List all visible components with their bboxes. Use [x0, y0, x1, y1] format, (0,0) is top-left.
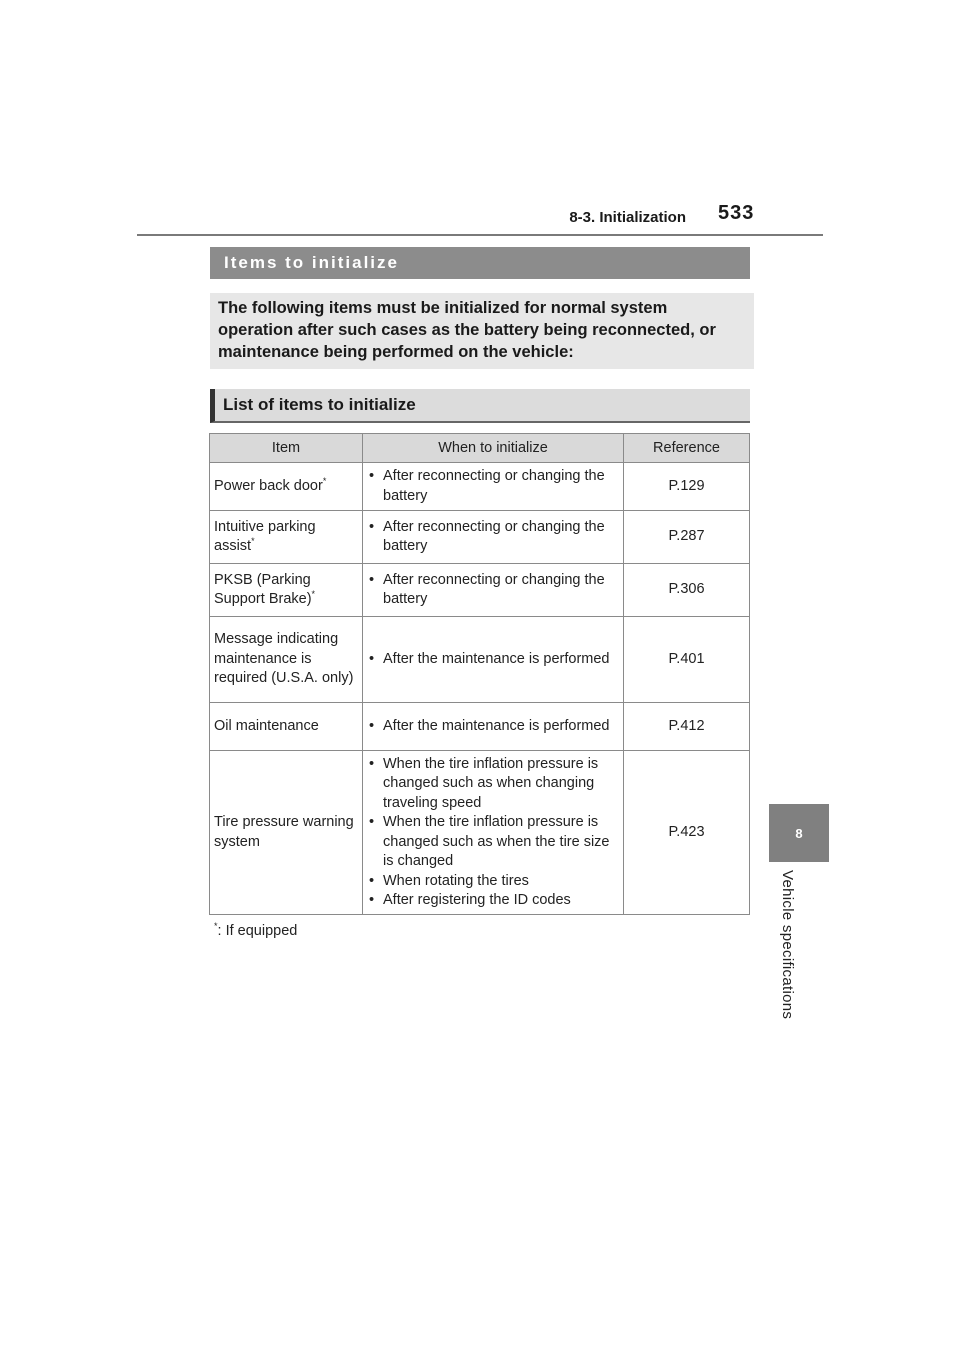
bullet-icon: • [369, 571, 375, 588]
bullet-item [369, 518, 619, 557]
table-row [210, 463, 750, 511]
bullet-icon: • [369, 717, 375, 734]
bullet-icon: • [369, 518, 375, 535]
cell-reference[interactable]: P.401 [624, 617, 750, 703]
intro-text: The following items must be initialized for normal system operation after such cases as the battery being reconnected, or maintenance being performed on the vehicle: [210, 293, 754, 369]
cell-when [363, 463, 624, 511]
table-body [210, 463, 750, 915]
table-row [210, 703, 750, 751]
cell-reference[interactable]: P.423 [624, 751, 750, 915]
initialize-table [209, 433, 750, 915]
item-name: Tire pressure warning system [214, 814, 354, 850]
subsection-title: List of items to initialize [210, 389, 750, 423]
bullet-text: When the tire inflation pressure is changed such as when changing traveling speed [383, 755, 599, 811]
footnote-mark: * [214, 921, 218, 932]
cell-when [363, 751, 624, 915]
bullet-text: After reconnecting or changing the battery [383, 571, 605, 607]
column-header-when: When to initialize [363, 434, 624, 463]
bullet-item [369, 891, 619, 911]
bullet-text: After reconnecting or changing the battery [383, 518, 605, 554]
bullet-icon: • [369, 650, 375, 667]
cell-reference[interactable]: P.412 [624, 703, 750, 751]
bullet-icon: • [369, 814, 375, 830]
cell-reference[interactable]: P.129 [624, 463, 750, 511]
cell-when [363, 703, 624, 751]
table-row [210, 751, 750, 915]
page-number: 533 [718, 202, 755, 224]
section-heading: 8-3. Initialization [569, 209, 686, 226]
bullet-item [369, 571, 619, 610]
footnote [214, 923, 297, 939]
item-name: Power back door [214, 477, 323, 494]
bullet-item [369, 717, 619, 737]
cell-when [363, 617, 624, 703]
chapter-label: Vehicle specifications [779, 870, 796, 1020]
column-header-reference: Reference [624, 434, 750, 463]
bullet-text: When rotating the tires [383, 872, 529, 889]
bullet-text: After registering the ID codes [383, 892, 571, 908]
cell-item [210, 751, 363, 915]
item-name: Message indicating maintenance is required (U.S.A. only) [214, 631, 354, 687]
item-name: Oil maintenance [214, 717, 319, 734]
cell-item [210, 703, 363, 751]
item-name: Intuitive parking assist [214, 518, 316, 554]
if-equipped-mark: * [251, 536, 255, 547]
if-equipped-mark: * [322, 475, 327, 486]
bullet-text: After the maintenance is performed [383, 650, 610, 667]
bullet-text: After reconnecting or changing the battery [383, 468, 605, 504]
item-name: PKSB (Parking Support Brake) [214, 571, 312, 607]
table-row [210, 617, 750, 703]
bullet-text: After the maintenance is performed [383, 717, 610, 734]
cell-reference[interactable]: P.287 [624, 511, 750, 564]
bullet-item [369, 813, 619, 872]
table-header-row [210, 434, 750, 463]
bullet-icon: • [369, 892, 375, 908]
section-title: Items to initialize [210, 247, 750, 279]
table-row [210, 511, 750, 564]
bullet-item [369, 467, 619, 506]
bullet-icon: • [369, 468, 375, 484]
cell-item [210, 564, 363, 617]
cell-item [210, 511, 363, 564]
cell-when [363, 564, 624, 617]
footnote-text: : If equipped [217, 923, 298, 939]
cell-item [210, 617, 363, 703]
chapter-tab[interactable]: 8 [769, 804, 829, 862]
cell-when [363, 511, 624, 564]
header-divider [137, 234, 823, 236]
if-equipped-mark: * [311, 589, 316, 600]
cell-item [210, 463, 363, 511]
table-row [210, 564, 750, 617]
bullet-icon: • [369, 755, 375, 772]
column-header-item: Item [210, 434, 363, 463]
bullet-item [369, 755, 619, 814]
bullet-text: When the tire inflation pressure is changed such as when the tire size is changed [383, 814, 610, 869]
bullet-item [369, 872, 619, 892]
cell-reference[interactable]: P.306 [624, 564, 750, 617]
bullet-item [369, 650, 619, 670]
bullet-icon: • [369, 872, 375, 889]
